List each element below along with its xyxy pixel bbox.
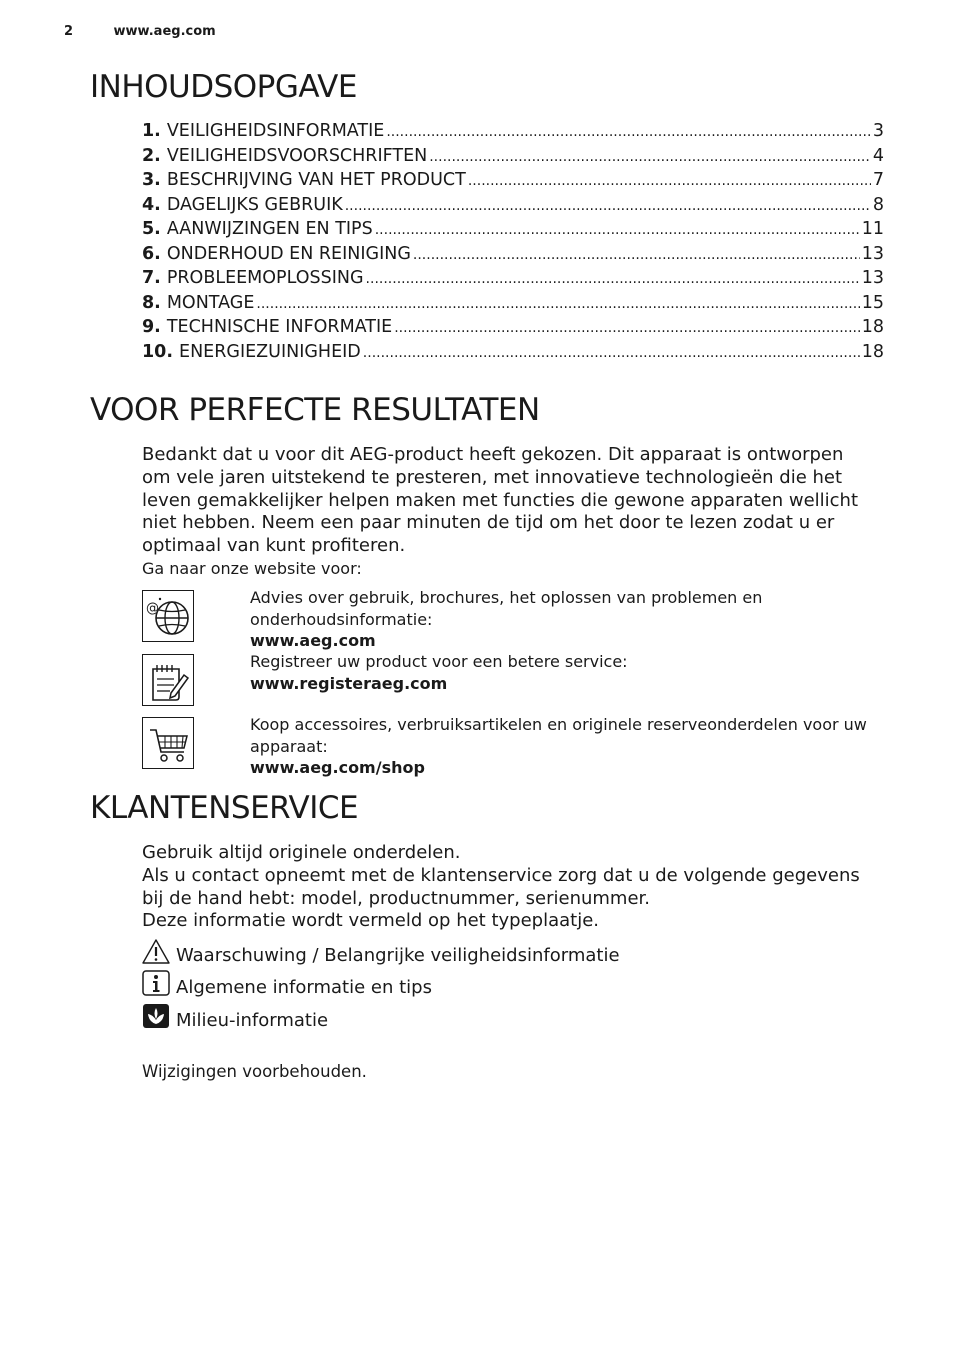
toc-item-label: MONTAGE [166,292,255,313]
toc-item-label: ONDERHOUD EN REINIGING [166,243,411,264]
toc-item[interactable]: 2. VEILIGHEIDSVOORSCHRIFTEN ..... 4 [142,146,884,171]
intro-paragraph: Bedankt dat u voor dit AEG-product heeft gekozen. Dit apparaat is ontworpen om vele jaren uitstekend te presteren, met innovatieve technologieën die het leven gemakkelijker helpen maken met functies die gewone apparaten wellicht niet hebben. Neem een paar minuten de tijd om het door te lezen zodat u er optimaal van kunt profiteren. [142,444,859,557]
toc-item[interactable]: 9. TECHNISCHE INFORMATIE ..... 18 [142,317,884,342]
toc-item-page: 4 [872,145,884,166]
toc-title: INHOUDSOPGAVE [90,69,357,105]
legend-warning: Waarschuwing / Belangrijke veiligheidsinformatie [142,938,620,966]
toc-item-page: 8 [872,194,884,215]
changes-reserved-note: Wijzigingen voorbehouden. [142,1062,367,1081]
legend-environment: Milieu-informatie [142,1003,328,1031]
toc-item[interactable]: 7. PROBLEEMOPLOSSING ..... 13 [142,268,884,293]
toc-item-page: 13 [861,243,884,264]
toc-item-label: VEILIGHEIDSVOORSCHRIFTEN [166,145,428,166]
link-register[interactable]: www.registeraeg.com [250,673,448,693]
link-shop[interactable]: www.aeg.com/shop [250,758,425,777]
customer-service-text: Gebruik altijd originele onderdelen. Als u contact opneemt met de klantenservice zorg dat u de volgende gegevens bij de hand hebt: model, productnummer, serienummer. Deze informatie wordt vermeld op het typeplaatje. [142,842,860,932]
toc-item-page: 3 [872,121,884,141]
toc-item[interactable]: 6. ONDERHOUD EN REINIGING ..... 13 [142,244,884,269]
table-of-contents [142,121,884,366]
warning-triangle-icon [142,938,172,966]
page-number: 2 [64,24,74,39]
link-aeg[interactable]: www.aeg.com [250,631,376,650]
page-header [64,24,216,39]
toc-item[interactable]: 4. DAGELIJKS GEBRUIK ..... 8 [142,195,884,220]
environment-leaf-icon [142,1003,172,1031]
perfect-results-title: VOOR PERFECTE RESULTATEN [90,392,540,428]
legend-info: Algemene informatie en tips [142,970,432,998]
toc-item[interactable]: 8. MONTAGE ..... 15 [142,293,884,318]
customer-service-title: KLANTENSERVICE [90,790,359,826]
website-info-register: Registreer uw product voor een betere service: www.registeraeg.com [250,651,880,694]
register-notepad-icon [142,654,194,706]
toc-item-label: VEILIGHEIDSINFORMATIE [166,121,385,141]
toc-item-label: PROBLEEMOPLOSSING [166,268,364,288]
toc-item-page: 18 [861,317,884,337]
toc-item-label: TECHNISCHE INFORMATIE [166,317,393,337]
website-intro: Ga naar onze website voor: [142,559,362,578]
toc-item-page: 11 [861,219,884,239]
toc-item-page: 7 [872,170,884,190]
toc-item-page: 18 [861,341,884,362]
toc-item-label: AANWIJZINGEN EN TIPS [166,219,373,239]
toc-item-label: DAGELIJKS GEBRUIK [166,194,343,215]
toc-item-label: ENERGIEZUINIGHEID [179,341,361,362]
header-website: www.aeg.com [113,24,216,39]
toc-item[interactable]: 5. AANWIJZINGEN EN TIPS ..... 11 [142,219,884,244]
toc-item-label: BESCHRIJVING VAN HET PRODUCT [166,170,466,190]
info-icon [142,970,172,998]
toc-item-page: 15 [861,292,884,313]
shopping-cart-icon [142,717,194,769]
toc-item[interactable]: 10. ENERGIEZUINIGHEID ..... 18 [142,342,884,367]
web-globe-icon [142,590,194,642]
toc-item[interactable]: 1. VEILIGHEIDSINFORMATIE ..... 3 [142,121,884,146]
svg-text:@: @ [146,601,159,616]
website-info-advice: Advies over gebruik, brochures, het oplossen van problemen en onderhoudsinformatie: www.aeg.com [250,587,880,652]
toc-item-page: 13 [861,268,884,288]
website-info-shop: Koop accessoires, verbruiksartikelen en originele reserveonderdelen voor uw apparaat: www.aeg.com/shop [250,714,880,779]
toc-item[interactable]: 3. BESCHRIJVING VAN HET PRODUCT ..... 7 [142,170,884,195]
